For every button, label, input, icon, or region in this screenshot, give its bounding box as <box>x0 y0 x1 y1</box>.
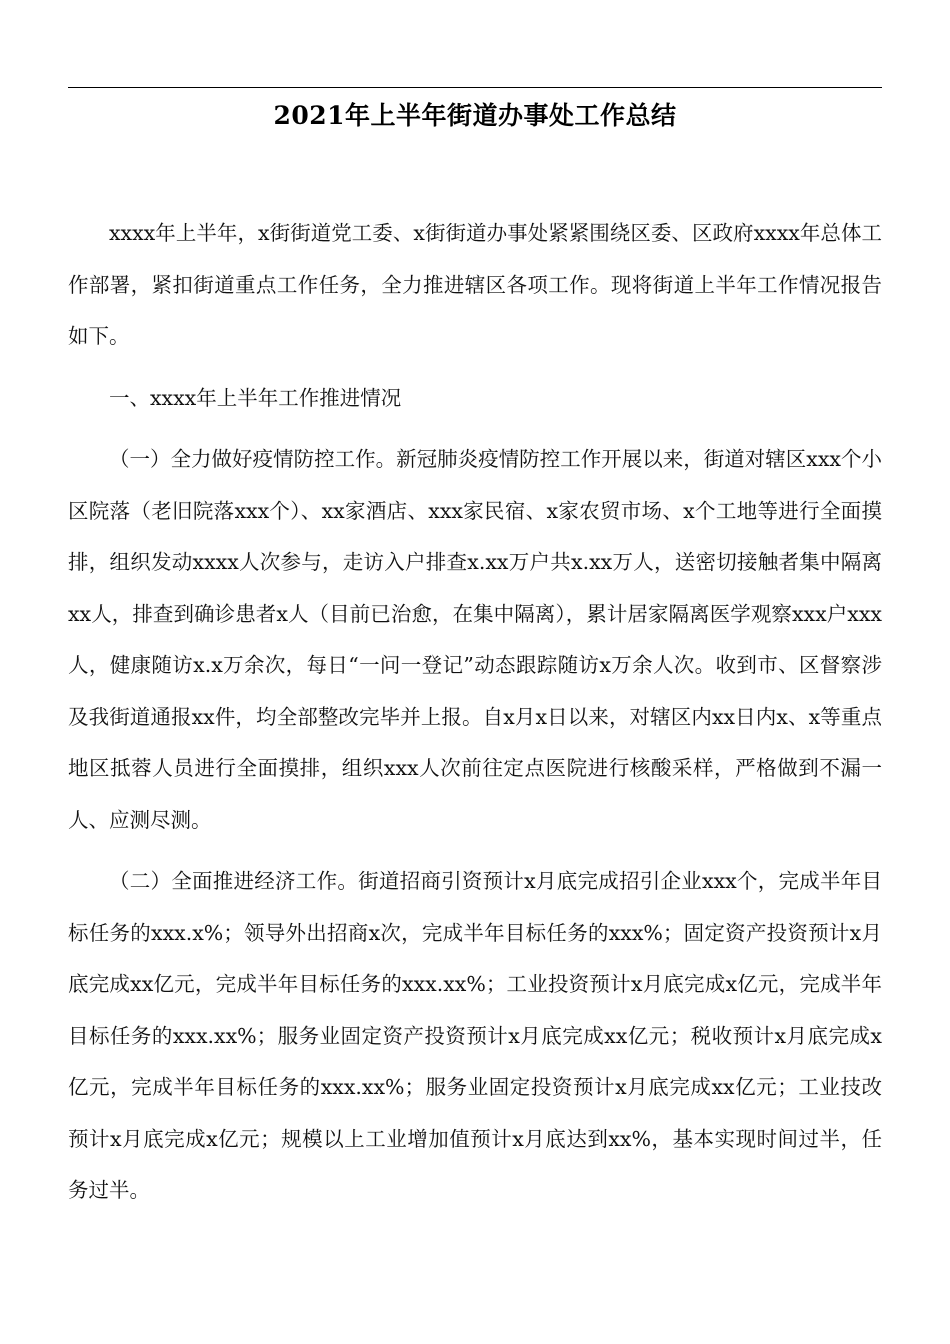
document-body <box>68 208 882 1217</box>
section-heading: 一、xxxx年上半年工作推进情况 <box>109 385 402 410</box>
header-rule <box>68 87 882 88</box>
intro-paragraph: xxxx年上半年，x街街道党工委、x街街道办事处紧紧围绕区委、区政府xxxx年总体工作部署，紧扣街道重点工作任务，全力推进辖区各项工作。现将街道上半年工作情况报告如下。 <box>68 221 882 348</box>
paragraph-epidemic-control: （一）全力做好疫情防控工作。新冠肺炎疫情防控工作开展以来，街道对辖区xxx个小区院落（老旧院落xxx个）、xx家酒店、xxx家民宿、x家农贸市场、x个工地等进行全面摸排，组织发动xxxx人次参与，走访入户排查x.xx万户共x.xx万人，送密切接触者集中隔离xx人，排查到确诊患者x人（目前已治愈，在集中隔离），累计居家隔离医学观察xxx户xxx人，健康随访x.x万余次，每日“一问一登记”动态跟踪随访x万余人次。收到市、区督察涉及我街道通报xx件，均全部整改完毕并上报。自x月x日以来，对辖区内xx日内x、x等重点地区抵蓉人员进行全面摸排，组织xxx人次前往定点医院进行核酸采样，严格做到不漏一人、应测尽测。 <box>68 447 882 832</box>
document-title: 2021年上半年街道办事处工作总结 <box>273 101 677 130</box>
paragraph-economic-work: （二）全面推进经济工作。街道招商引资预计x月底完成招引企业xxx个，完成半年目标任务的xxx.x%；领导外出招商x次，完成半年目标任务的xxx%；固定资产投资预计x月底完成xx亿元，完成半年目标任务的xxx.xx%；工业投资预计x月底完成x亿元，完成半年目标任务的xxx.xx%；服务业固定资产投资预计x月底完成xx亿元；税收预计x月底完成x亿元，完成半年目标任务的xxx.xx%；服务业固定投资预计x月底完成xx亿元；工业技改预计x月底完成x亿元；规模以上工业增加值预计x月底达到xx%，基本实现时间过半，任务过半。 <box>68 869 882 1202</box>
